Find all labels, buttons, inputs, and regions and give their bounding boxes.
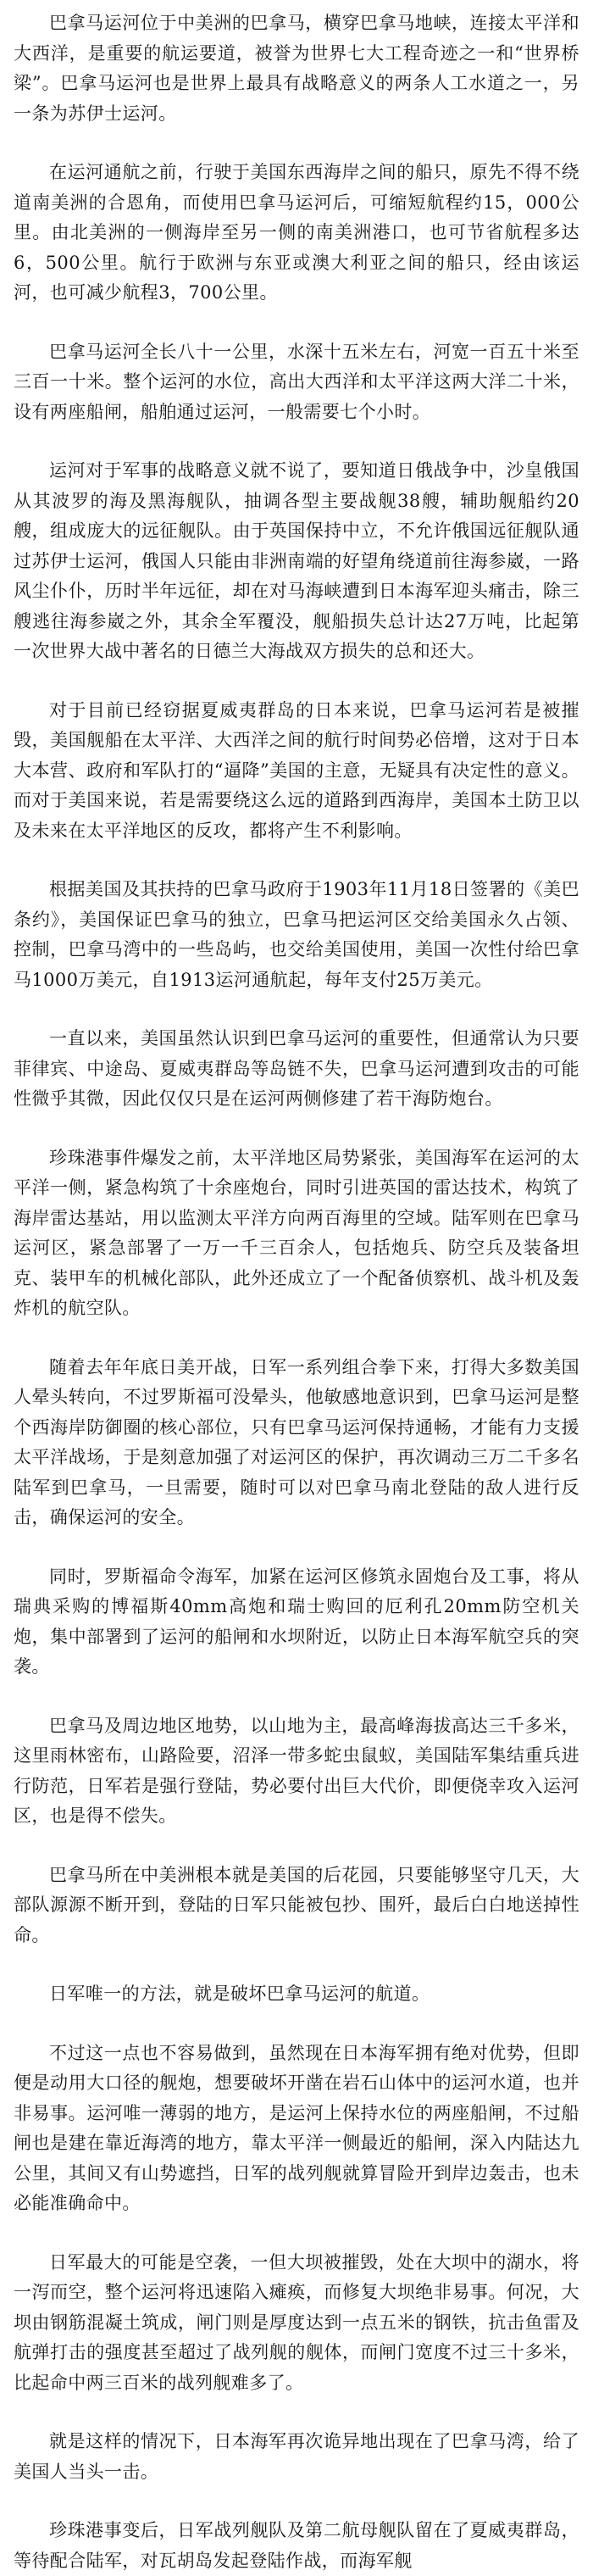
paragraph-pre-pearl-harbor-defense: 珍珠港事件爆发之前，太平洋地区局势紧张，美国海军在运河的太平洋一侧，紧急构筑了十余座炮台，同时引进英国的雷达技术，构筑了海岸雷达基站，用以监测太平洋方向两百海里的空域。陆军则在巴拿马运河区，紧急部署了一万一千三百余人，包括炮兵、防空兵及装备坦克、装甲车的机械化部队，此外还成立了一个配备侦察机、战斗机及轰炸机的航空队。 bbox=[14, 1147, 579, 1318]
paragraph-strategic-significance: 对于目前已经窃据夏威夷群岛的日本来说，巴拿马运河若是被摧毁，美国舰船在太平洋、大西洋之间的航行时间势必倍增，这对于日本大本营、政府和军队打的“逼降”美国的主意，无疑具有决定性的意义。而对于美国来说，若是需要绕这么远的道路到西海岸，美国本土防卫以及未来在太平洋地区的反攻，都将产生不利影响。 bbox=[14, 699, 579, 841]
paragraph-japanese-appearance: 就是这样的情况下，日本海军再次诡异地出现在了巴拿马湾，给了美国人当头一击。 bbox=[14, 2431, 579, 2482]
paragraph-panama-canal-intro: 巴拿马运河位于中美洲的巴拿马，横穿巴拿马地峡，连接太平洋和大西洋，是重要的航运要道，被誉为世界七大工程奇迹之一和“世界桥梁”。巴拿马运河也是世界上最具有战略意义的两条人工水道之一，另一条为苏伊士运河。 bbox=[14, 13, 579, 124]
paragraph-canal-dimensions: 巴拿马运河全长八十一公里，水深十五米左右，河宽一百五十米至三百一十米。整个运河的水位，高出大西洋和太平洋这两大洋二十米，设有两座船闸，船舶通过运河，一般需要七个小时。 bbox=[14, 341, 579, 422]
paragraph-us-backyard: 巴拿马所在中美洲根本就是美国的后花园，只要能够坚守几天，大部队源源不断开到，登陆的日军只能被包抄、围歼，最后白白地送掉性命。 bbox=[14, 1864, 579, 1945]
paragraph-after-pearl-harbor: 珍珠港事变后，日军战列舰队及第二航母舰队留在了夏威夷群岛，等待配合陆军，对瓦胡岛发起登陆作战，而海军舰 bbox=[14, 2520, 579, 2571]
paragraph-shipping-routes: 在运河通航之前，行驶于美国东西海岸之间的船只，原先不得不绕道南美洲的合恩角，而使用巴拿马运河后，可缩短航程约15，000公里。由北美洲的一侧海岸至另一侧的南美洲港口，也可节省航程多达6，500公里。航行于欧洲与东亚或澳大利亚之间的船只，经由该运河，也可减少航程3，700公里。 bbox=[14, 162, 579, 303]
paragraph-roosevelt-reinforcement: 随着去年年底日美开战，日军一系列组合拳下来，打得大多数美国人晕头转向，不过罗斯福可没晕头，他敏感地意识到，巴拿马运河是整个西海岸防御圈的核心部位，只有巴拿马运河保持通畅，才能有力支援太平洋战场，于是刻意加强了对运河区的保护，再次调动三万二千多名陆军到巴拿马，一旦需要，随时可以对巴拿马南北登陆的敌人进行反击，确保运河的安全。 bbox=[14, 1356, 579, 1527]
paragraph-only-option: 日军唯一的方法，就是破坏巴拿马运河的航道。 bbox=[49, 1983, 430, 2004]
paragraph-coastal-batteries: 一直以来，美国虽然认识到巴拿马运河的重要性，但通常认为只要菲律宾、中途岛、夏威夷群岛等岛链不失，巴拿马运河遭到攻击的可能性微乎其微，因此仅仅只是在运河两侧修建了若干海防炮台。 bbox=[14, 1028, 579, 1109]
paragraph-locks-weakness: 不过这一点也不容易做到，虽然现在日本海军拥有绝对优势，但即便是动用大口径的舰炮，想要破坏开凿在岩石山体中的运河水道，也并非易事。运河唯一薄弱的地方，是运河上保持水位的两座船闸，不过船闸也是建在靠近海湾的地方，靠太平洋一侧最近的船闸，深入内陆达九公里，其间又有山势遮挡，日军的战列舰就算冒险开到岸边轰击，也未必能准确命中。 bbox=[14, 2042, 579, 2213]
paragraph-air-raid: 日军最大的可能是空袭，一但大坝被摧毁，处在大坝中的湖水，将一泻而空，整个运河将迅速陷入瘫痪，而修复大坝绝非易事。何况，大坝由钢筋混凝土筑成，闸门则是厚度达到一点五米的钢铁，抗击鱼雷及航弹打击的强度甚至超过了战列舰的舰体，而闸门宽度不过三十多米，比起命中两三百米的战列舰难多了。 bbox=[14, 2251, 579, 2393]
paragraph-terrain: 巴拿马及周边地区地势，以山地为主，最高峰海拔高达三千多米，这里雨林密布，山路险要，沼泽一带多蛇虫鼠蚁，美国陆军集结重兵进行防范，日军若是强行登陆，势必要付出巨大代价，即便侥幸攻入运河区，也是得不偿失。 bbox=[14, 1715, 579, 1826]
paragraph-anti-aircraft-defense: 同时，罗斯福命令海军，加紧在运河区修筑永固炮台及工事，将从瑞典采购的博福斯40mm高炮和瑞士购回的厄利孔20mm防空机关炮，集中部署到了运河的船闸和水坝附近，以防止日本海军航空兵的突袭。 bbox=[14, 1566, 579, 1677]
paragraph-russo-japanese-war: 运河对于军事的战略意义就不说了，要知道日俄战争中，沙皇俄国从其波罗的海及黑海舰队，抽调各型主要战舰38艘，辅助舰船约20艘，组成庞大的远征舰队。由于英国保持中立，不允许俄国远征舰队通过苏伊士运河，俄国人只能由非洲南端的好望角绕道前往海参崴，一路风尘仆仆，历时半年远征，却在对马海峡遭到日本海军迎头痛击，除三艘逃往海参崴之外，其余全军覆没，舰船损失总计达27万吨，比起第一次世界大战中著名的日德兰大海战双方损失的总和还大。 bbox=[14, 460, 579, 661]
paragraph-treaty-1903: 根据美国及其扶持的巴拿马政府于1903年11月18日签署的《美巴条约》，美国保证巴拿马的独立，巴拿马把运河区交给美国永久占领、控制，巴拿马湾中的一些岛屿，也交给美国使用，美国一次性付给巴拿马1000万美元，自1913运河通航起，每年支付25万美元。 bbox=[14, 879, 579, 990]
